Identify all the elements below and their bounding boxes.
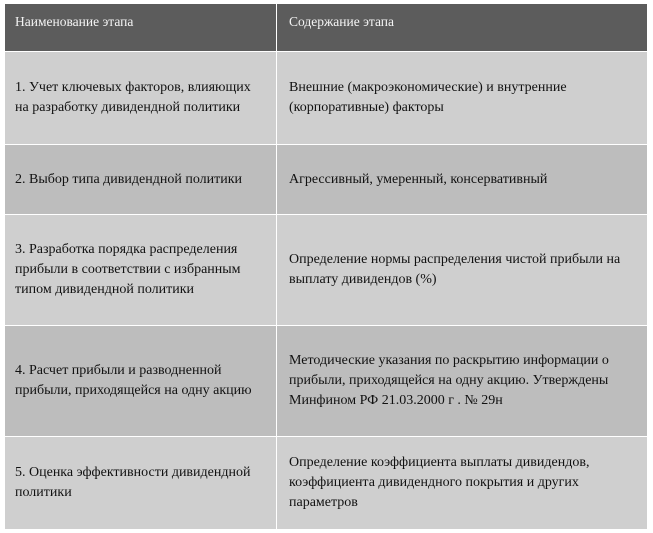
stage-content-cell: Определение коэффициента выплаты дивидендов, коэффициента дивидендного покрытия и других параметров bbox=[277, 437, 648, 530]
table-row bbox=[5, 437, 648, 530]
table-row bbox=[5, 326, 648, 437]
header-stage-content: Содержание этапа bbox=[277, 4, 648, 52]
table-row bbox=[5, 215, 648, 326]
stage-name-cell: 2. Выбор типа дивидендной политики bbox=[5, 145, 277, 215]
table-row bbox=[5, 145, 648, 215]
stage-name-cell: 5. Оценка эффективности дивидендной политики bbox=[5, 437, 277, 530]
stage-content-cell: Методические указания по раскрытию информации о прибыли, приходящейся на одну акцию. Утверждены Минфином РФ 21.03.2000 г . № 29н bbox=[277, 326, 648, 437]
stage-name-cell: 1. Учет ключевых факторов, влияющих на разработку дивидендной политики bbox=[5, 52, 277, 145]
stage-name-cell: 4. Расчет прибыли и разводненной прибыли, приходящейся на одну акцию bbox=[5, 326, 277, 437]
stage-name-cell: 3. Разработка порядка распределения прибыли в соответствии с избранным типом дивидендной политики bbox=[5, 215, 277, 326]
stage-content-cell: Внешние (макроэкономические) и внутренние (корпоративные) факторы bbox=[277, 52, 648, 145]
table-header-row bbox=[5, 4, 648, 52]
stage-content-cell: Определение нормы распределения чистой прибыли на выплату дивидендов (%) bbox=[277, 215, 648, 326]
table-row bbox=[5, 52, 648, 145]
stage-content-cell: Агрессивный, умеренный, консервативный bbox=[277, 145, 648, 215]
header-stage-name: Наименование этапа bbox=[5, 4, 277, 52]
dividend-policy-stages-table bbox=[4, 3, 648, 530]
